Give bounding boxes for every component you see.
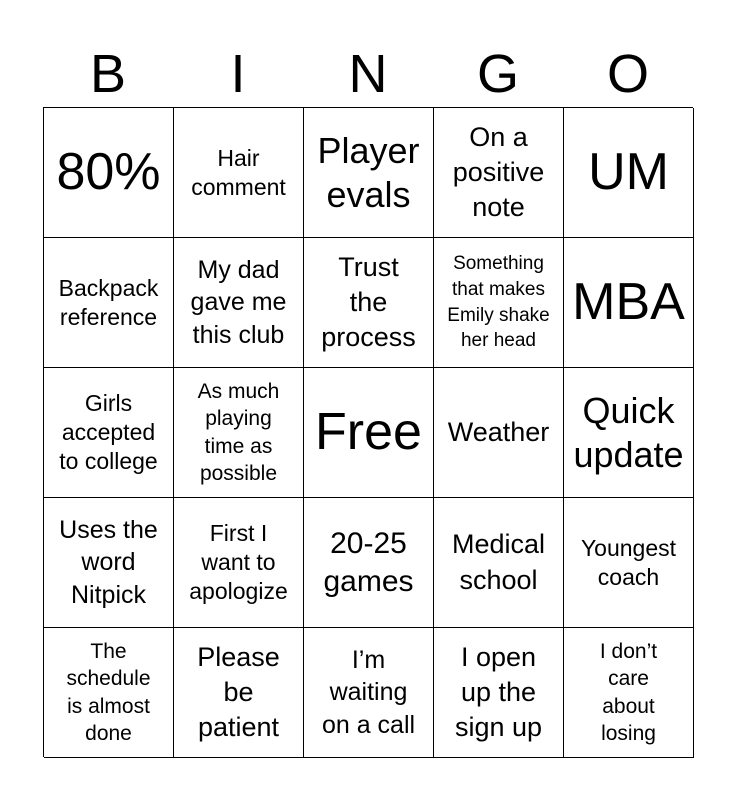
bingo-cell[interactable] [44, 108, 174, 238]
cell-text: MBA [572, 272, 685, 331]
bingo-cell[interactable] [564, 628, 694, 758]
cell-text: First I want to apologize [189, 520, 288, 604]
bingo-cell[interactable] [304, 628, 434, 758]
bingo-cell[interactable] [564, 108, 694, 238]
bingo-cell[interactable] [304, 498, 434, 628]
bingo-cell[interactable] [304, 108, 434, 238]
header-letter-b: B [89, 44, 127, 104]
bingo-cell[interactable] [44, 368, 174, 498]
bingo-cell[interactable] [174, 238, 304, 368]
bingo-cell[interactable] [44, 628, 174, 758]
cell-text: I don’t care about losing [599, 639, 658, 745]
bingo-cell[interactable] [304, 238, 434, 368]
cell-text: Youngest coach [580, 534, 677, 590]
bingo-card [43, 107, 693, 757]
bingo-cell[interactable] [434, 368, 564, 498]
bingo-cell[interactable] [174, 368, 304, 498]
bingo-cell[interactable] [434, 108, 564, 238]
cell-text: As much playing time as possible [197, 379, 280, 485]
cell-text: Girls accepted to college [59, 390, 158, 474]
cell-text: Trust the process [321, 251, 416, 353]
bingo-cell[interactable] [434, 238, 564, 368]
cell-text: Weather [447, 416, 550, 447]
cell-text: Player evals [317, 130, 420, 215]
cell-text: Uses the word Nitpick [59, 515, 158, 609]
cell-text: Medical school [451, 529, 546, 595]
header-letter-g: G [476, 44, 519, 104]
cell-text: Backpack reference [58, 274, 159, 330]
cell-text: I open up the sign up [454, 641, 543, 743]
header-letter-i: I [230, 44, 246, 104]
bingo-cell[interactable] [174, 108, 304, 238]
bingo-cell[interactable] [434, 628, 564, 758]
cell-text: Hair comment [191, 144, 286, 200]
bingo-cell[interactable] [44, 238, 174, 368]
bingo-cell[interactable] [174, 498, 304, 628]
cell-text: Please be patient [197, 641, 280, 743]
bingo-cell[interactable] [564, 498, 694, 628]
cell-text: My dad gave me this club [190, 255, 287, 349]
bingo-cell[interactable] [564, 368, 694, 498]
cell-text: I’m waiting on a call [321, 645, 416, 739]
cell-text: On a positive note [452, 121, 545, 223]
cell-text: UM [588, 142, 669, 201]
cell-text: 80% [56, 142, 161, 201]
header-letter-n: N [348, 44, 388, 104]
cell-text: 20-25 games [323, 527, 414, 598]
cell-text: The schedule is almost done [66, 639, 151, 745]
bingo-header [43, 42, 693, 106]
bingo-cell[interactable] [174, 628, 304, 758]
cell-text: Something that makes Emily shake her head [447, 253, 550, 352]
bingo-cell[interactable] [564, 238, 694, 368]
bingo-cell[interactable] [434, 498, 564, 628]
bingo-cell[interactable] [44, 498, 174, 628]
free-space-text: Free [315, 402, 422, 461]
cell-text: Quick update [573, 390, 684, 475]
free-space-cell[interactable] [304, 368, 434, 498]
header-letter-o: O [606, 44, 649, 104]
